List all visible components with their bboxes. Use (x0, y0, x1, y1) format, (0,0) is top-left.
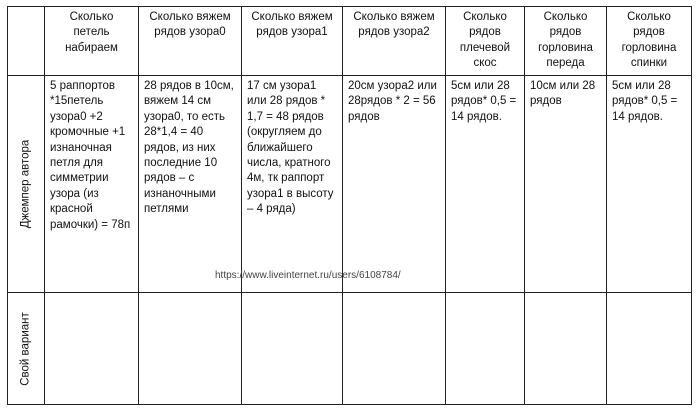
table-cell (446, 293, 525, 405)
table-row (8, 293, 692, 405)
knitting-calc-table (7, 6, 692, 405)
table-cell: 10см или 28 рядов (525, 76, 607, 293)
watermark-url: https://www.liveinternet.ru/users/6108784/ (215, 270, 401, 281)
table-cell (242, 293, 343, 405)
table-cell: 5см или 28 рядов* 0,5 = 14 рядов. (446, 76, 525, 293)
table-cell (139, 293, 242, 405)
table-cell (607, 293, 692, 405)
header-row (8, 7, 692, 76)
header-rows-pattern0: Сколько вяжем рядов узора0 (139, 7, 242, 76)
header-rows-pattern2: Сколько вяжем рядов узора2 (343, 7, 446, 76)
table-cell: 20см узора2 или 28рядов * 2 = 56 рядов (343, 76, 446, 293)
table-row (8, 76, 692, 293)
table-cell: 28 рядов в 10см, вяжем 14 см узора0, то есть 28*1,4 = 40 рядов, из них последние 10 рядов – с изнаночными петлями (139, 76, 242, 293)
header-rows-back-neckline: Сколько рядов горловина спинки (607, 7, 692, 76)
row-label-own-variant: Свой вариант (19, 311, 32, 386)
table-cell: 5 раппортов *15петель узора0 +2 кромочные +1 изнаночная петля для симметрии узора (из красной рамочки) = 78п (45, 76, 139, 293)
table-cell (343, 293, 446, 405)
table-cell (45, 293, 139, 405)
table-cell: 17 см узора1 или 28 рядов * 1,7 = 48 рядов (округляем до ближайшего числа, кратного 4м, тк раппорт узора1 в высоту – 4 ряда) (242, 76, 343, 293)
table-cell (525, 293, 607, 405)
header-rows-pattern1: Сколько вяжем рядов узора1 (242, 7, 343, 76)
header-corner (8, 7, 45, 76)
header-rows-shoulder-slope: Сколько рядов плечевой скос (446, 7, 525, 76)
header-stitches-cast-on: Сколько петель набираем (45, 7, 139, 76)
header-rows-front-neckline: Сколько рядов горловина переда (525, 7, 607, 76)
table-cell: 5см или 28 рядов* 0,5 = 14 рядов. (607, 76, 692, 293)
row-label-cell (8, 76, 45, 293)
row-label-cell (8, 293, 45, 405)
row-label-author-sweater: Джемпер автора (19, 139, 32, 229)
